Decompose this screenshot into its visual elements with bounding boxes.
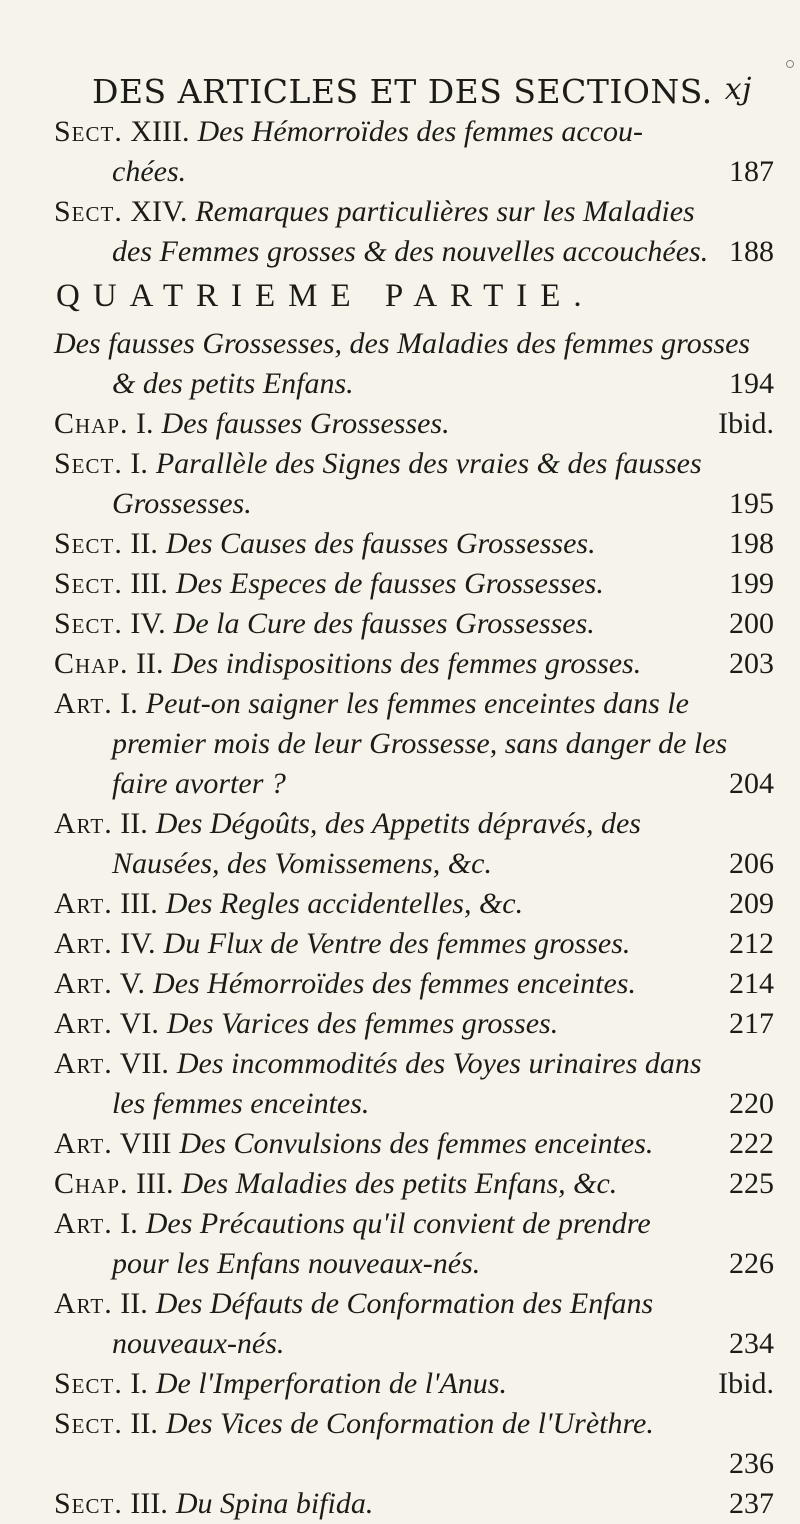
entry-number: III.: [130, 567, 168, 600]
toc-entry: [54, 604, 774, 644]
entry-label: Art.: [54, 1207, 113, 1240]
entry-continuation-line: [54, 1084, 774, 1124]
entry-title: Du Spina bifida.: [175, 1487, 374, 1520]
entry-first-line: [54, 524, 774, 564]
entry-page-number: Ibid.: [718, 1367, 774, 1400]
entry-title: faire avorter ?: [112, 767, 286, 800]
entry-number: I.: [130, 447, 148, 480]
entry-number: I.: [136, 407, 154, 440]
header-title: DES ARTICLES ET DES SECTIONS.: [92, 72, 713, 111]
entry-title: Des incommodités des Voyes urinaires dans: [176, 1047, 702, 1080]
toc-entry: [54, 1204, 774, 1284]
entry-page-number: 236: [729, 1447, 774, 1480]
entry-title: des Femmes grosses & des nouvelles accouchées.: [112, 235, 709, 268]
entry-number: I.: [130, 1367, 148, 1400]
entry-first-line: [54, 1004, 774, 1044]
entry-page-number: 187: [729, 155, 774, 188]
entry-title: Des fausses Grossesses, des Maladies des femmes grosses: [54, 327, 751, 360]
entry-page-number: 220: [729, 1087, 774, 1120]
entry-title: Du Flux de Ventre des femmes grosses.: [163, 927, 631, 960]
entry-label: Art.: [54, 967, 113, 1000]
entry-title: Des Défauts de Conformation des Enfans: [155, 1287, 654, 1320]
entry-label: Sect.: [54, 607, 123, 640]
entry-number: II.: [130, 527, 158, 560]
entry-number: II.: [130, 1407, 158, 1440]
entry-title: Des Causes des fausses Grossesses.: [165, 527, 596, 560]
entry-label: Chap.: [54, 1167, 129, 1200]
toc-entry: [54, 192, 774, 272]
entry-number: IV.: [120, 927, 156, 960]
entry-number: III.: [120, 887, 158, 920]
entry-label: Sect.: [54, 1407, 123, 1440]
entry-page-number: 234: [729, 1327, 774, 1360]
entry-title: Des fausses Grossesses.: [161, 407, 450, 440]
entry-page-number: 203: [729, 647, 774, 680]
entry-number: I.: [120, 1207, 138, 1240]
toc-entry: [54, 1484, 774, 1524]
entry-first-line: [54, 604, 774, 644]
entry-continuation-line: [54, 152, 774, 192]
entry-label: Chap.: [54, 407, 129, 440]
entry-title: premier mois de leur Grossesse, sans danger de les: [112, 727, 728, 760]
page-folio: xj: [724, 72, 752, 107]
toc-entry: [54, 564, 774, 604]
toc-entry: [54, 524, 774, 564]
entry-page-number: 204: [729, 767, 774, 800]
toc-entry: [54, 1044, 774, 1124]
toc-entry: [54, 112, 774, 192]
toc-entry: [54, 1284, 774, 1364]
entry-title: Des Varices des femmes grosses.: [166, 1007, 559, 1040]
entry-title: Des Regles accidentelles, &c.: [165, 887, 524, 920]
entry-label: Sect.: [54, 195, 123, 228]
toc-entry: [54, 324, 774, 404]
entry-continuation-line: [54, 764, 774, 804]
entry-first-line: [54, 192, 774, 232]
entry-label: Art.: [54, 1287, 113, 1320]
entry-page-number: 194: [729, 367, 774, 400]
entry-page-number: Ibid.: [718, 407, 774, 440]
entry-first-line: [54, 884, 774, 924]
entry-label: Sect.: [54, 567, 123, 600]
entry-page-number: 206: [729, 847, 774, 880]
entry-page-number: 195: [729, 487, 774, 520]
entry-label: Art.: [54, 1127, 113, 1160]
entry-title: Nausées, des Vomissemens, &c.: [112, 847, 492, 880]
entry-title: De l'Imperforation de l'Anus.: [155, 1367, 507, 1400]
entry-first-line: [54, 964, 774, 1004]
toc-entry: [54, 1404, 774, 1484]
entry-first-line: [54, 444, 774, 484]
entry-page-number: 199: [729, 567, 774, 600]
toc-entry: [54, 884, 774, 924]
part-heading: QUATRIEME PARTIE.: [56, 278, 595, 314]
entry-continuation-line: [54, 1444, 774, 1484]
entry-first-line: [54, 804, 774, 844]
entry-page-number: 212: [729, 927, 774, 960]
entry-number: II.: [120, 1287, 148, 1320]
entry-continuation-line: [54, 1324, 774, 1364]
entry-label: Sect.: [54, 1487, 123, 1520]
entry-label: Chap.: [54, 647, 129, 680]
entry-number: XIII.: [130, 115, 190, 148]
entry-continuation-line: [54, 232, 774, 272]
entry-page-number: 217: [729, 1007, 774, 1040]
entry-number: V.: [119, 967, 146, 1000]
entry-title: Remarques particulières sur les Maladies: [195, 195, 695, 228]
toc-entry: [54, 1364, 774, 1404]
entry-first-line: [54, 1044, 774, 1084]
entry-title: & des petits Enfans.: [112, 367, 354, 400]
entry-label: Art.: [54, 1007, 113, 1040]
entry-label: Sect.: [54, 1367, 123, 1400]
entry-number: VII.: [119, 1047, 169, 1080]
toc-entry: [54, 644, 774, 684]
entry-title: Des indispositions des femmes grosses.: [171, 647, 642, 680]
entry-first-line: [54, 1124, 774, 1164]
entry-continuation-line: [54, 844, 774, 884]
entry-first-line: [54, 324, 774, 364]
entry-label: Sect.: [54, 527, 123, 560]
entry-first-line: [54, 644, 774, 684]
entry-page-number: 237: [729, 1487, 774, 1520]
table-of-contents: [54, 112, 774, 1524]
entry-continuation-line: [54, 724, 774, 764]
running-header: [92, 72, 752, 111]
entry-number: VIII: [119, 1127, 172, 1160]
entry-title: Des Hémorroïdes des femmes accou-: [197, 115, 643, 148]
toc-entry: [54, 804, 774, 884]
entry-label: Sect.: [54, 447, 123, 480]
entry-title: pour les Enfans nouveaux-nés.: [112, 1247, 481, 1280]
entry-label: Art.: [54, 687, 113, 720]
toc-entry: [54, 684, 774, 804]
entry-first-line: [54, 684, 774, 724]
entry-title: nouveaux-nés.: [112, 1327, 285, 1360]
entry-title: les femmes enceintes.: [112, 1087, 370, 1120]
entry-number: II.: [136, 647, 164, 680]
entry-title: Grossesses.: [112, 487, 252, 520]
entry-title: Des Maladies des petits Enfans, &c.: [181, 1167, 618, 1200]
entry-page-number: 209: [729, 887, 774, 920]
entry-page-number: 200: [729, 607, 774, 640]
entry-title: Des Convulsions des femmes enceintes.: [179, 1127, 654, 1160]
entry-title: Des Dégoûts, des Appetits dépravés, des: [155, 807, 641, 840]
entry-page-number: 198: [729, 527, 774, 560]
entry-first-line: [54, 1284, 774, 1324]
entry-page-number: 188: [729, 235, 774, 268]
entry-number: IV.: [130, 607, 166, 640]
entry-continuation-line: [54, 484, 774, 524]
entry-title: Des Vices de Conformation de l'Urèthre.: [165, 1407, 654, 1440]
toc-entry: [54, 924, 774, 964]
entry-title: Des Hémorroïdes des femmes enceintes.: [153, 967, 636, 1000]
entry-first-line: [54, 1364, 774, 1404]
entry-first-line: [54, 1404, 774, 1444]
entry-number: VI.: [119, 1007, 159, 1040]
entry-first-line: [54, 1164, 774, 1204]
entry-page-number: 214: [729, 967, 774, 1000]
entry-label: Art.: [54, 807, 113, 840]
toc-entry: [54, 1164, 774, 1204]
entry-continuation-line: [54, 364, 774, 404]
entry-first-line: [54, 1204, 774, 1244]
entry-first-line: [54, 1484, 774, 1524]
entry-page-number: 222: [729, 1127, 774, 1160]
entry-title: Des Especes de fausses Grossesses.: [175, 567, 604, 600]
toc-entry: [54, 1004, 774, 1044]
entry-number: III.: [130, 1487, 168, 1520]
entry-title: De la Cure des fausses Grossesses.: [173, 607, 595, 640]
entry-number: II.: [120, 807, 148, 840]
entry-title: Des Précautions qu'il convient de prendre: [145, 1207, 651, 1240]
entry-label: Sect.: [54, 115, 123, 148]
entry-number: I.: [120, 687, 138, 720]
entry-continuation-line: [54, 1244, 774, 1284]
entry-page-number: 226: [729, 1247, 774, 1280]
entry-title: chées.: [112, 155, 187, 188]
entry-first-line: [54, 404, 774, 444]
entry-first-line: [54, 924, 774, 964]
toc-entry: [54, 964, 774, 1004]
entry-label: Art.: [54, 887, 113, 920]
entry-page-number: 225: [729, 1167, 774, 1200]
entry-title: Parallèle des Signes des vraies & des fausses: [155, 447, 702, 480]
toc-entry: [54, 1124, 774, 1164]
entry-number: III.: [136, 1167, 174, 1200]
entry-number: XIV.: [130, 195, 188, 228]
toc-entry: [54, 444, 774, 524]
entry-label: Art.: [54, 1047, 113, 1080]
entry-title: Peut-on saigner les femmes enceintes dans le: [145, 687, 689, 720]
entry-first-line: [54, 564, 774, 604]
toc-entry: [54, 404, 774, 444]
entry-label: Art.: [54, 927, 113, 960]
entry-first-line: [54, 112, 774, 152]
page-corner-mark: [786, 60, 794, 68]
